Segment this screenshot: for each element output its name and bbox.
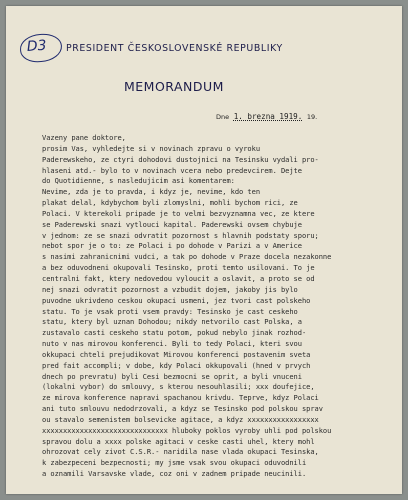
body-line: xxxxxxxxxxxxxxxxxxxxxxxxxxxxxx hluboky poklos vyroby uhli pod polskou	[42, 425, 332, 435]
body-line: nej snazi odvratit pozornost a vzbudit dojem, jakoby jis bylo	[42, 284, 298, 294]
body-line: se Paderewski snazi vytlouci kapital. Paderewski ovsem chybuje	[42, 219, 302, 229]
body-line: spravou dolu a xxxx polske agitaci v ceske casti uhel, ktery mohl	[42, 436, 315, 446]
handwritten-mark	[19, 33, 63, 64]
body-line: plakat delal, kdybychom byli zlomyslni, mohli bychom rici, ze	[42, 198, 298, 208]
body-line: hlaseni atd.- bylo to v novinach vcera nebo predevcirem. Dejte	[42, 165, 302, 175]
letterhead-president: PRESIDENT ČESKOSLOVENSKÉ REPUBLIKY	[66, 43, 283, 54]
body-line: v jednom: ze se snazi odvratit pozornost s hlavnih podstaty sporu;	[42, 230, 319, 240]
body-line: k zabezpeceni bezpecnosti; my jsme vsak svou okupaci oduvodnili	[42, 458, 307, 468]
body-line: statu, ktery byl uznan Dohodou; nikdy netvorilo cast Polska, a	[42, 317, 302, 327]
dateline-date: 1. brezna 1919.	[233, 112, 303, 121]
body-line: Polaci. V kterekoli pripade je to velmi bezvyznamna vec, ze ktere	[42, 208, 315, 218]
letter-body	[42, 133, 396, 480]
body-line: ze mirova konference napravi spachanou krivdu. Teprve, kdyz Polaci	[42, 393, 319, 403]
body-line: Paderewskeho, ze ctyri dohodovi dustojnici na Tesinsku vydali pro-	[42, 154, 319, 164]
letter-sheet	[6, 6, 402, 494]
body-line: ou stavalo semenistem bolsevicke agitace, a kdyz xxxxxxxxxxxxxxxxx	[42, 414, 319, 424]
dateline-label: Dne	[216, 113, 230, 121]
dateline-suffix: 19.	[306, 113, 318, 121]
body-line: ani tuto smlouvu nedodrzovali, a kdyz se Tesinsko pod polskou sprav	[42, 404, 323, 414]
body-line: s nasimi zahranicnimi vudci, a tak po dohode v Praze docela nezakonne	[42, 252, 332, 262]
letterhead-memorandum: MEMORANDUM	[124, 79, 224, 94]
body-line: Nevime, zda je to pravda, i kdyz je, nevime, kdo ten	[42, 187, 261, 197]
body-line: prosim Vas, vyhledejte si v novinach zpravu o vyroku	[42, 143, 261, 153]
body-line: a oznamili Varsavske vlade, coz oni v zadnem pripade neucinili.	[42, 469, 307, 479]
body-line: pred fait accompli; v dobe, kdy Polaci okkupovali (hned v prvych	[42, 360, 311, 370]
handwritten-mark-text: D3	[26, 37, 48, 55]
body-line: okkupaci chteli prejudikovat Mirovou konferenci postavenim sveta	[42, 349, 311, 359]
body-line: dnech po prevratu) byli Cesi bezmocni se oprit, a byli vnuceni	[42, 371, 302, 381]
body-line: (lokalni vybor) do smlouvy, s kterou nesouhlasili; xxx doufejice,	[42, 382, 315, 392]
body-line: puvodne ukrivdeno ceskou okupaci usmeni, jez tvori cast polskeho	[42, 295, 311, 305]
body-line: nebot spor je o to: ze Polaci i po dohode v Parizi a v Americe	[42, 241, 302, 251]
body-line: centralni fakt, ktery nedovedou vyloucit a oslavit, a proto se od	[42, 273, 315, 283]
dateline	[216, 112, 317, 121]
body-line: do Quotidienne, s nasledujicim asi komentarem:	[42, 176, 235, 186]
body-line: Vazeny pane doktore,	[42, 133, 126, 142]
body-line: a bez oduvodneni okupovali Tesinsko, proti temto usilovani. To je	[42, 263, 315, 273]
body-line: zustavalo casti ceskeho statu potom, pokud nebylo jinak rozhod-	[42, 328, 307, 338]
body-line: nuto v nas mirovou konferenci. Byli to tedy Polaci, kteri svou	[42, 339, 302, 349]
body-line: ohrozovat cely zivot C.S.R.- naridila nase vlada okupaci Tesinska,	[42, 447, 319, 457]
body-line: statu. To je vsak proti vsem pravdy: Tesinsko je cast ceskeho	[42, 306, 298, 316]
